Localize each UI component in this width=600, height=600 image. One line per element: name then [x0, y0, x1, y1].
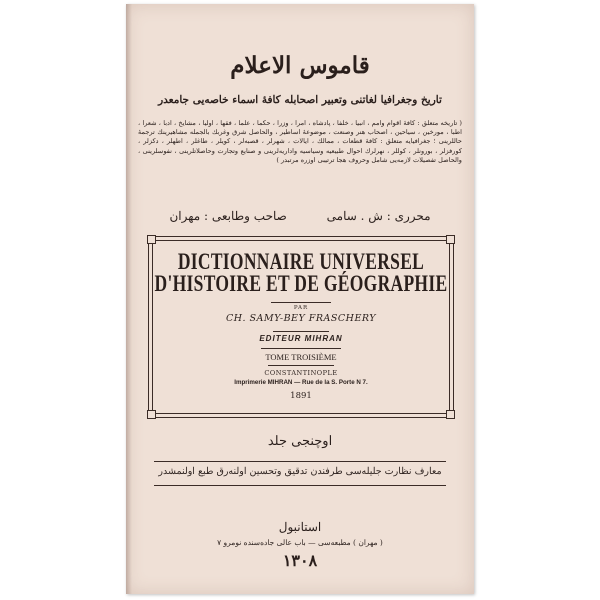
french-year: 1891	[290, 391, 312, 401]
ottoman-permit: معارف نظارت جلیله‌سی طرفندن تدقیق وتحسین اولنه‌رق طبع اولنمشدر	[158, 466, 442, 477]
french-title-frame	[152, 240, 450, 414]
french-par: PAR	[293, 305, 309, 311]
ottoman-city: استانبول	[278, 520, 322, 534]
divider	[261, 348, 341, 349]
french-city: CONSTANTINOPLE	[264, 369, 338, 377]
frame-corner-ornament	[147, 235, 156, 244]
french-press: Imprimerie MIHRAN — Rue de la S. Porte N 7.	[234, 379, 368, 386]
french-editor: EDITEUR MIHRAN	[259, 334, 343, 343]
french-title-line2: D'HISTOIRE ET DE GÉOGRAPHIE	[154, 269, 448, 297]
divider	[268, 365, 334, 366]
french-title-line1: DICTIONNAIRE UNIVERSEL	[177, 247, 425, 275]
frame-corner-ornament	[147, 410, 156, 419]
divider	[271, 302, 331, 303]
ottoman-editor: محرری : ش . سامی	[326, 209, 431, 223]
divider	[154, 485, 446, 486]
ottoman-publisher: صاحب وطابعی : مهران	[169, 209, 287, 223]
ottoman-description: ( تاریخه متعلق : كافهٔ اقوام وامم ، انبیا ، خلفا ، پادشاه ، امرا ، وزرا ، حكما ، علما ، فقها ، اولیا ، مشایخ ، ادبا ، شعرا ، اطبا ، مورخین ، سیاحین ، اصحاب هنر وصنعت ، موضوعهٔ اساطیر ، والحاصل شرق وغربك بالجمله مشاهیرینك ترجمهٔ حاللرینی ؛ جغرافیایه متعلق : كافهٔ قطعات ، ممالك ، ایالات ، شهرلر ، قصبه‌لر ، كویلر ، طاغلر ، اطهلر ، دكزلر ، كورفزلر ، بورونلر ، كوللر ، نهرلرك احوال طبیعیه وسیاسیه واداریه‌لرینی و صنایع وتجارت وحاصلاتلرینی ، نفوسلرینی ، والحاصل تفصیلات لازمه‌یی شامل وحروف هجا ترتیبی اوزره مرتبدر )	[138, 119, 462, 164]
frame-corner-ornament	[446, 235, 455, 244]
french-author: CH. SAMY-BEY FRASCHERY	[225, 313, 377, 324]
ottoman-printer: ( مهران ) مطبعه‌سی — باب عالی جاده‌سنده نومرو ۷	[217, 538, 383, 547]
ottoman-subtitle: تاریخ وجغرافیا لغاتنی وتعبیر اصحابله كافهٔ اسماء خاصه‌یی جامعدر	[158, 94, 442, 106]
frame-corner-ornament	[446, 410, 455, 419]
ottoman-volume: اوچنجی جلد	[267, 434, 333, 449]
ottoman-authors	[126, 209, 474, 223]
ottoman-year: ۱۳۰۸	[282, 551, 318, 570]
divider	[154, 461, 446, 462]
french-tome: TOME TROISIÈME	[265, 352, 337, 362]
title-page	[126, 4, 474, 594]
page-edge-shadow	[126, 4, 132, 594]
divider	[273, 331, 329, 332]
ottoman-title: قاموس الاعلام	[230, 52, 370, 79]
